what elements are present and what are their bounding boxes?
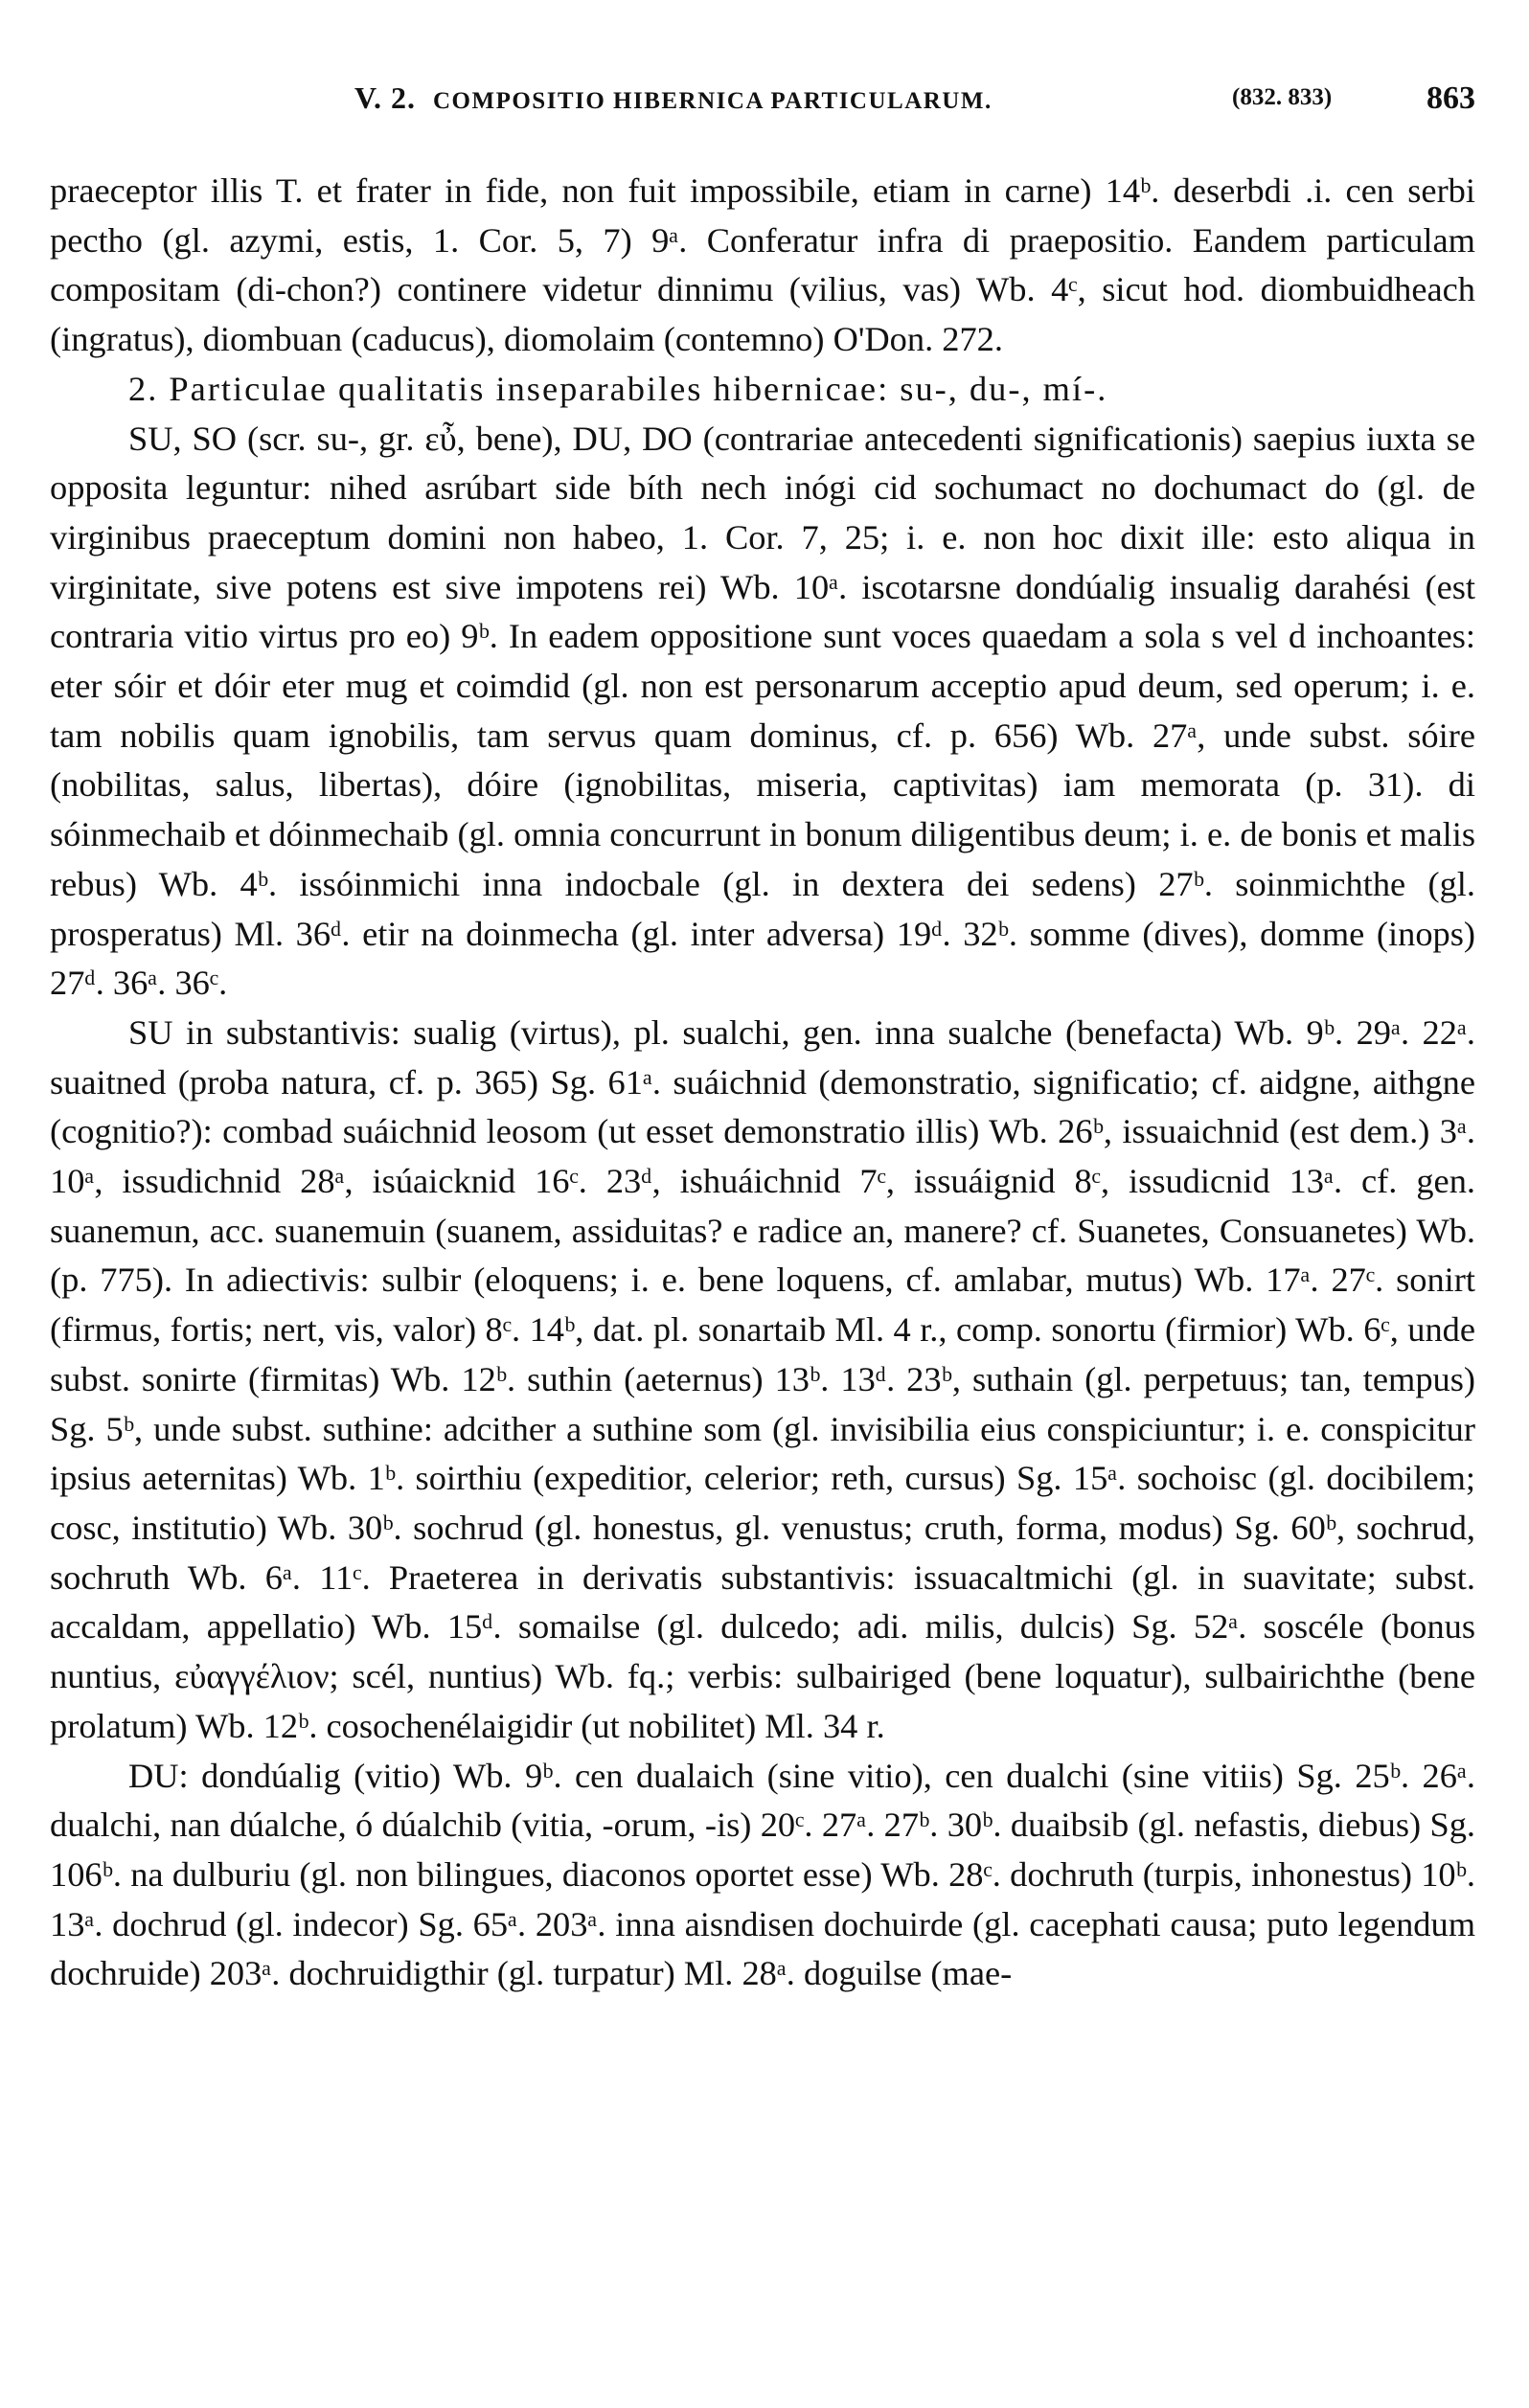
section-heading: 2. Particulae qualitatis inseparabiles hibernicae: su-, du-, mí-. — [128, 369, 1108, 408]
paragraph: SU, SO (scr. su-, gr. εὖ, bene), DU, DO (contrariae antecedenti significationis) saepius iuxta se opposita leguntur: nihed asrúbart side bíth nech inógi cid sochumact no dochumact do (gl. de virginibus praeceptum domini non habeo, 1. Cor. 7, 25; i. e. non hoc dixit ille: esto aliqua in virginitate, sive potens est sive impotens rei) Wb. 10ᵃ. iscotarsne dondúalig insualig darahési (est contraria vitio virtus pro eo) 9ᵇ. In eadem oppositione sunt voces quaedam a sola s vel d inchoantes: eter sóir et dóir eter mug et coimdid (gl. non est personarum acceptio apud deum, sed operum; i. e. tam nobilis quam ignobilis, tam servus quam dominus, cf. p. 656) Wb. 27ᵃ, unde subst. sóire (nobilitas, salus, libertas), dóire (ignobilitas, miseria, captivitas) iam memorata (p. 31). di sóinmechaib et dóinmechaib (gl. omnia concurrunt in bonum diligentibus deum; i. e. de bonis et malis rebus) Wb. 4ᵇ. issóinmichi inna indocbale (gl. in dextera dei sedens) 27ᵇ. soinmichthe (gl. prosperatus) Ml. 36ᵈ. etir na doinmecha (gl. inter adversa) 19ᵈ. 32ᵇ. somme (dives), domme (inops) 27ᵈ. 36ᵃ. 36ᶜ. — [50, 419, 1475, 1003]
paragraph: DU: dondúalig (vitio) Wb. 9ᵇ. cen dualaich (sine vitio), cen dualchi (sine vitiis) Sg. 25ᵇ. 26ᵃ. dualchi, nan dúalche, ó dúalchib (vitia, -orum, -is) 20ᶜ. 27ᵃ. 27ᵇ. 30ᵇ. duaibsib (gl. nefastis, diebus) Sg. 106ᵇ. na dulburiu (gl. non bilingues, diaconos oportet esse) Wb. 28ᶜ. dochruth (turpis, inhonestus) 10ᵇ. 13ᵃ. dochrud (gl. indecor) Sg. 65ᵃ. 203ᵃ. inna aisndisen dochuirde (gl. cacephati causa; puto legendum dochruide) 203ᵃ. dochruidigthir (gl. turpatur) Ml. 28ᵃ. doguilse (mae- — [50, 1756, 1475, 1993]
running-header — [50, 80, 1475, 126]
page — [50, 80, 1475, 1999]
paragraph: SU in substantivis: sualig (virtus), pl. sualchi, gen. inna sualche (benefacta) Wb. 9ᵇ. 29ᵃ. 22ᵃ. suaitned (proba natura, cf. p. 365) Sg. 61ᵃ. suáichnid (demonstratio, significatio; cf. aidgne, aithgne (cognitio?): combad suáichnid leosom (ut esset demonstratio illis) Wb. 26ᵇ, issuaichnid (est dem.) 3ᵃ. 10ᵃ, issudichnid 28ᵃ, isúaicknid 16ᶜ. 23ᵈ, ishuáichnid 7ᶜ, issuáignid 8ᶜ, issudicnid 13ᵃ. cf. gen. suanemun, acc. suanemuin (suanem, assiduitas? e radice an, manere? cf. Suanetes, Consuanetes) Wb. (p. 775). In adiectivis: sulbir (eloquens; i. e. bene loquens, cf. amlabar, mutus) Wb. 17ᵃ. 27ᶜ. sonirt (firmus, fortis; nert, vis, valor) 8ᶜ. 14ᵇ, dat. pl. sonartaib Ml. 4 r., comp. sonortu (firmior) Wb. 6ᶜ, unde subst. sonirte (firmitas) Wb. 12ᵇ. suthin (aeternus) 13ᵇ. 13ᵈ. 23ᵇ, suthain (gl. perpetuus; tan, tempus) Sg. 5ᵇ, unde subst. suthine: adcither a suthine som (gl. invisibilia eius conspiciuntur; i. e. conspicitur ipsius aeternitas) Wb. 1ᵇ. soirthiu (expeditior, celerior; reth, cursus) Sg. 15ᵃ. sochoisc (gl. docibilem; cosc, institutio) Wb. 30ᵇ. sochrud (gl. honestus, gl. venustus; cruth, forma, modus) Sg. 60ᵇ, sochrud, sochruth Wb. 6ᵃ. 11ᶜ. Praeterea in derivatis substantivis: issuacaltmichi (gl. in suavitate; subst. accaldam, appellatio) Wb. 15ᵈ. somailse (gl. dulcedo; adi. milis, dulcis) Sg. 52ᵃ. soscéle (bonus nuntius, εὐαγγέλιον; scél, nuntius) Wb. fq.; verbis: sulbairiged (bene loquatur), sulbairichthe (bene prolatum) Wb. 12ᵇ. cosochenélaigidir (ut nobilitet) Ml. 34 r. — [50, 1012, 1475, 1745]
paragraph: praeceptor illis T. et frater in fide, non fuit impossibile, etiam in carne) 14ᵇ. deserbdi .i. cen serbi pectho (gl. azymi, estis, 1. Cor. 5, 7) 9ᵃ. Conferatur infra di praepositio. Eandem particulam compositam (di-chon?) continere videtur dinnimu (vilius, vas) Wb. 4ᶜ, sicut hod. diombuidheach (ingratus), diombuan (caducus), diomolaim (contemno) O'Don. 272. — [50, 171, 1475, 359]
body-text — [50, 167, 1475, 1999]
header-section: V. 2. — [354, 80, 416, 115]
header-reference: (832. 833) — [1232, 84, 1333, 110]
page-number: 863 — [1426, 80, 1475, 116]
header-title: COMPOSITIO HIBERNICA PARTICULARUM. — [432, 88, 993, 114]
header-title-line — [354, 80, 993, 116]
